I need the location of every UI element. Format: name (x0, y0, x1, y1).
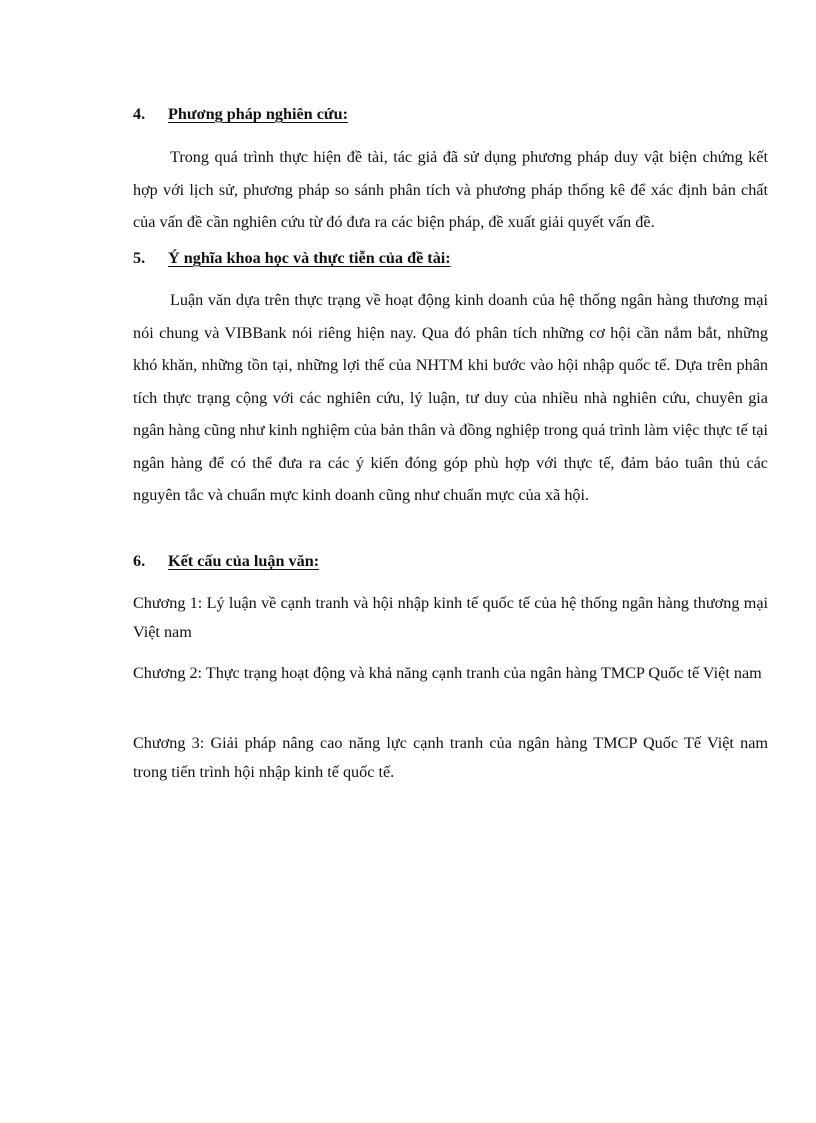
section-heading (133, 104, 348, 124)
section-title: Phương pháp nghiên cứu: (168, 105, 348, 123)
section-number: 6. (133, 552, 146, 570)
chapter-item: Chương 1: Lý luận về cạnh tranh và hội nhập kinh tế quốc tế của hệ thống ngân hàng thương mại Việt nam (133, 594, 768, 641)
section-number: 5. (133, 249, 146, 267)
body-paragraph: Luận văn dựa trên thực trạng về hoạt động kinh doanh của hệ thống ngân hàng thương mại nói chung và VIBBank nói riêng hiện nay. Qua đó phân tích những cơ hội cần nắm bắt, những khó khăn, những tồn tại, những lợi thế của NHTM khi bước vào hội nhập quốc tế. Dựa trên phân tích thực trạng cộng với các nghiên cứu, lý luận, tư duy của nhiều nhà nghiên cứu, chuyên gia ngân hàng cũng như kinh nghiệm của bản thân và đồng nghiệp trong quá trình làm việc thực tế tại ngân hàng để có thể đưa ra các ý kiến đóng góp phù hợp với thực tế, đảm bảo tuân thủ các nguyên tắc và chuẩn mực kinh doanh cũng như chuẩn mực của xã hội. (133, 291, 768, 504)
section-number: 4. (133, 105, 146, 123)
section-title: Kết cấu của luận văn: (168, 552, 320, 570)
chapter-item: Chương 2: Thực trạng hoạt động và khả năng cạnh tranh của ngân hàng TMCP Quốc tế Việt nam (133, 664, 762, 682)
body-paragraph: Trong quá trình thực hiện đề tài, tác giả đã sử dụng phương pháp duy vật biện chứng kết hợp với lịch sử, phương pháp so sánh phân tích và phương pháp thống kê để xác định bản chất của vấn đề cần nghiên cứu từ đó đưa ra các biện pháp, đề xuất giải quyết vấn đề. (133, 148, 768, 231)
section-heading (133, 551, 319, 571)
section-title: Ý nghĩa khoa học và thực tiễn của đề tài: (168, 249, 451, 267)
section-heading (133, 248, 451, 268)
chapter-item: Chương 3: Giải pháp nâng cao năng lực cạnh tranh của ngân hàng TMCP Quốc Tế Việt nam trong tiến trình hội nhập kinh tế quốc tế. (133, 734, 768, 781)
